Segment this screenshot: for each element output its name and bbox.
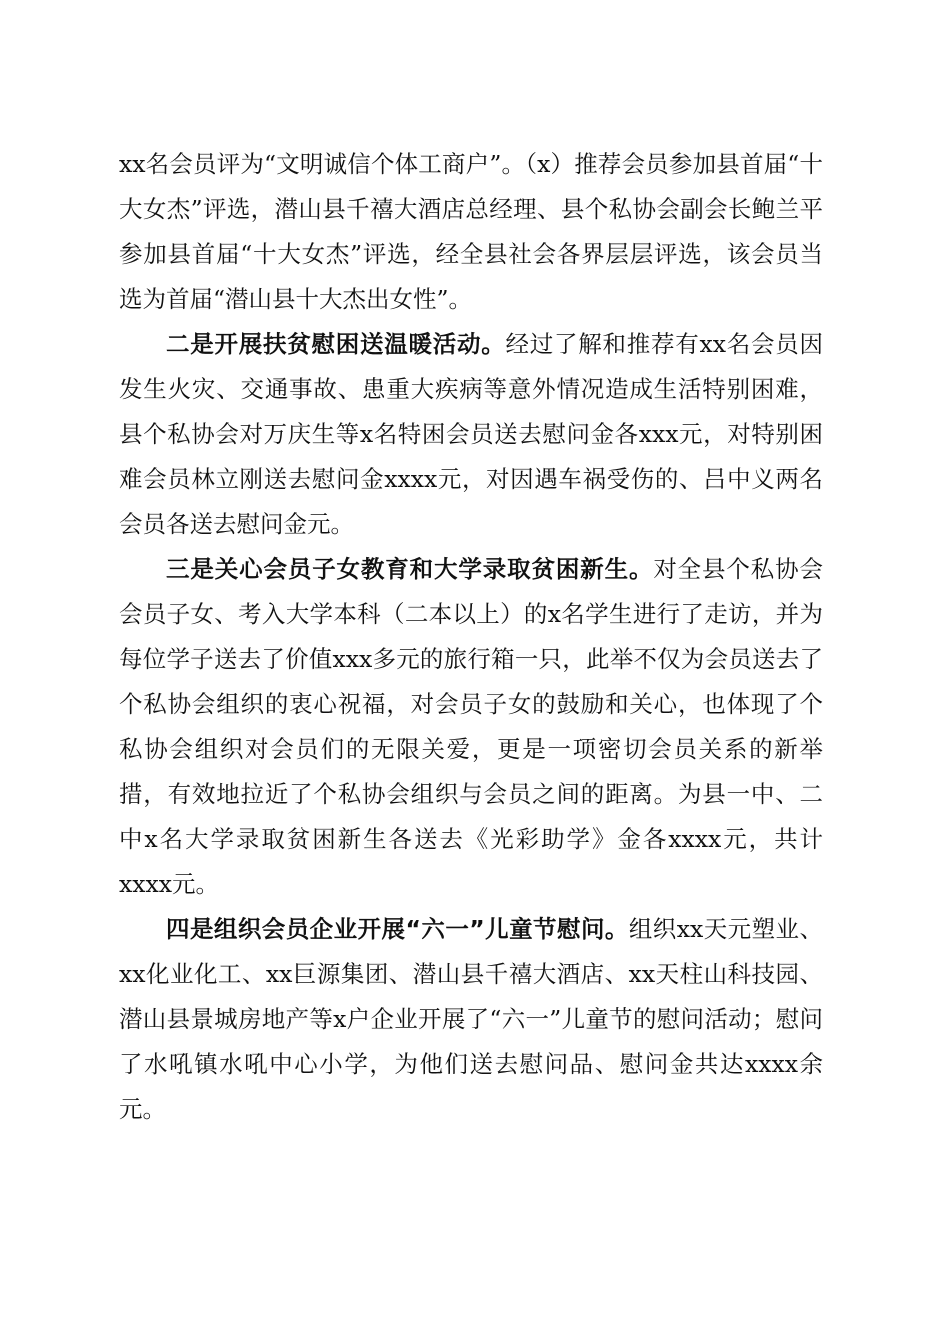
paragraph-continued <box>119 142 823 322</box>
paragraph-body: 组织xx天元塑业、xx化业化工、xx巨源集团、潜山县千禧大酒店、xx天柱山科技园、潜山县景城房地产等x户企业开展了“六一”儿童节的慰问活动；慰问了水吼镇水吼中心小学，为他们送去慰问品、慰问金共达xxxx余元。 <box>119 915 824 1123</box>
document-body <box>119 142 823 1132</box>
paragraph-education-support <box>119 547 823 907</box>
paragraph-childrens-day <box>119 907 823 1132</box>
paragraph-poverty-relief <box>119 322 823 547</box>
paragraph-body: 对全县个私协会会员子女、考入大学本科（二本以上）的x名学生进行了走访，并为每位学子送去了价值xxx多元的旅行箱一只，此举不仅为会员送去了个私协会组织的衷心祝福，对会员子女的鼓励和关心，也体现了个私协会组织对会员们的无限关爱，更是一项密切会员关系的新举措，有效地拉近了个私协会组织与会员之间的距离。为县一中、二中x名大学录取贫困新生各送去《光彩助学》金各xxxx元，共计xxxx元。 <box>119 555 824 898</box>
paragraph-body: xx名会员评为“文明诚信个体工商户”。（x）推荐会员参加县首届“十大女杰”评选，潜山县千禧大酒店总经理、县个私协会副会长鲍兰平参加县首届“十大女杰”评选，经全县社会各界层层评选，该会员当选为首届“潜山县十大杰出女性”。 <box>119 150 823 313</box>
paragraph-body: 经过了解和推荐有xx名会员因发生火灾、交通事故、患重大疾病等意外情况造成生活特别困难，县个私协会对万庆生等x名特困会员送去慰问金各xxx元，对特别困难会员林立刚送去慰问金xxxx元，对因遇车祸受伤的、吕中义两名会员各送去慰问金元。 <box>119 330 823 538</box>
paragraph-lead-heading: 四是组织会员企业开展“六一”儿童节慰问。 <box>166 915 629 943</box>
paragraph-lead-heading: 三是关心会员子女教育和大学录取贫困新生。 <box>166 555 654 583</box>
paragraph-lead-heading: 二是开展扶贫慰困送温暖活动。 <box>166 330 506 358</box>
